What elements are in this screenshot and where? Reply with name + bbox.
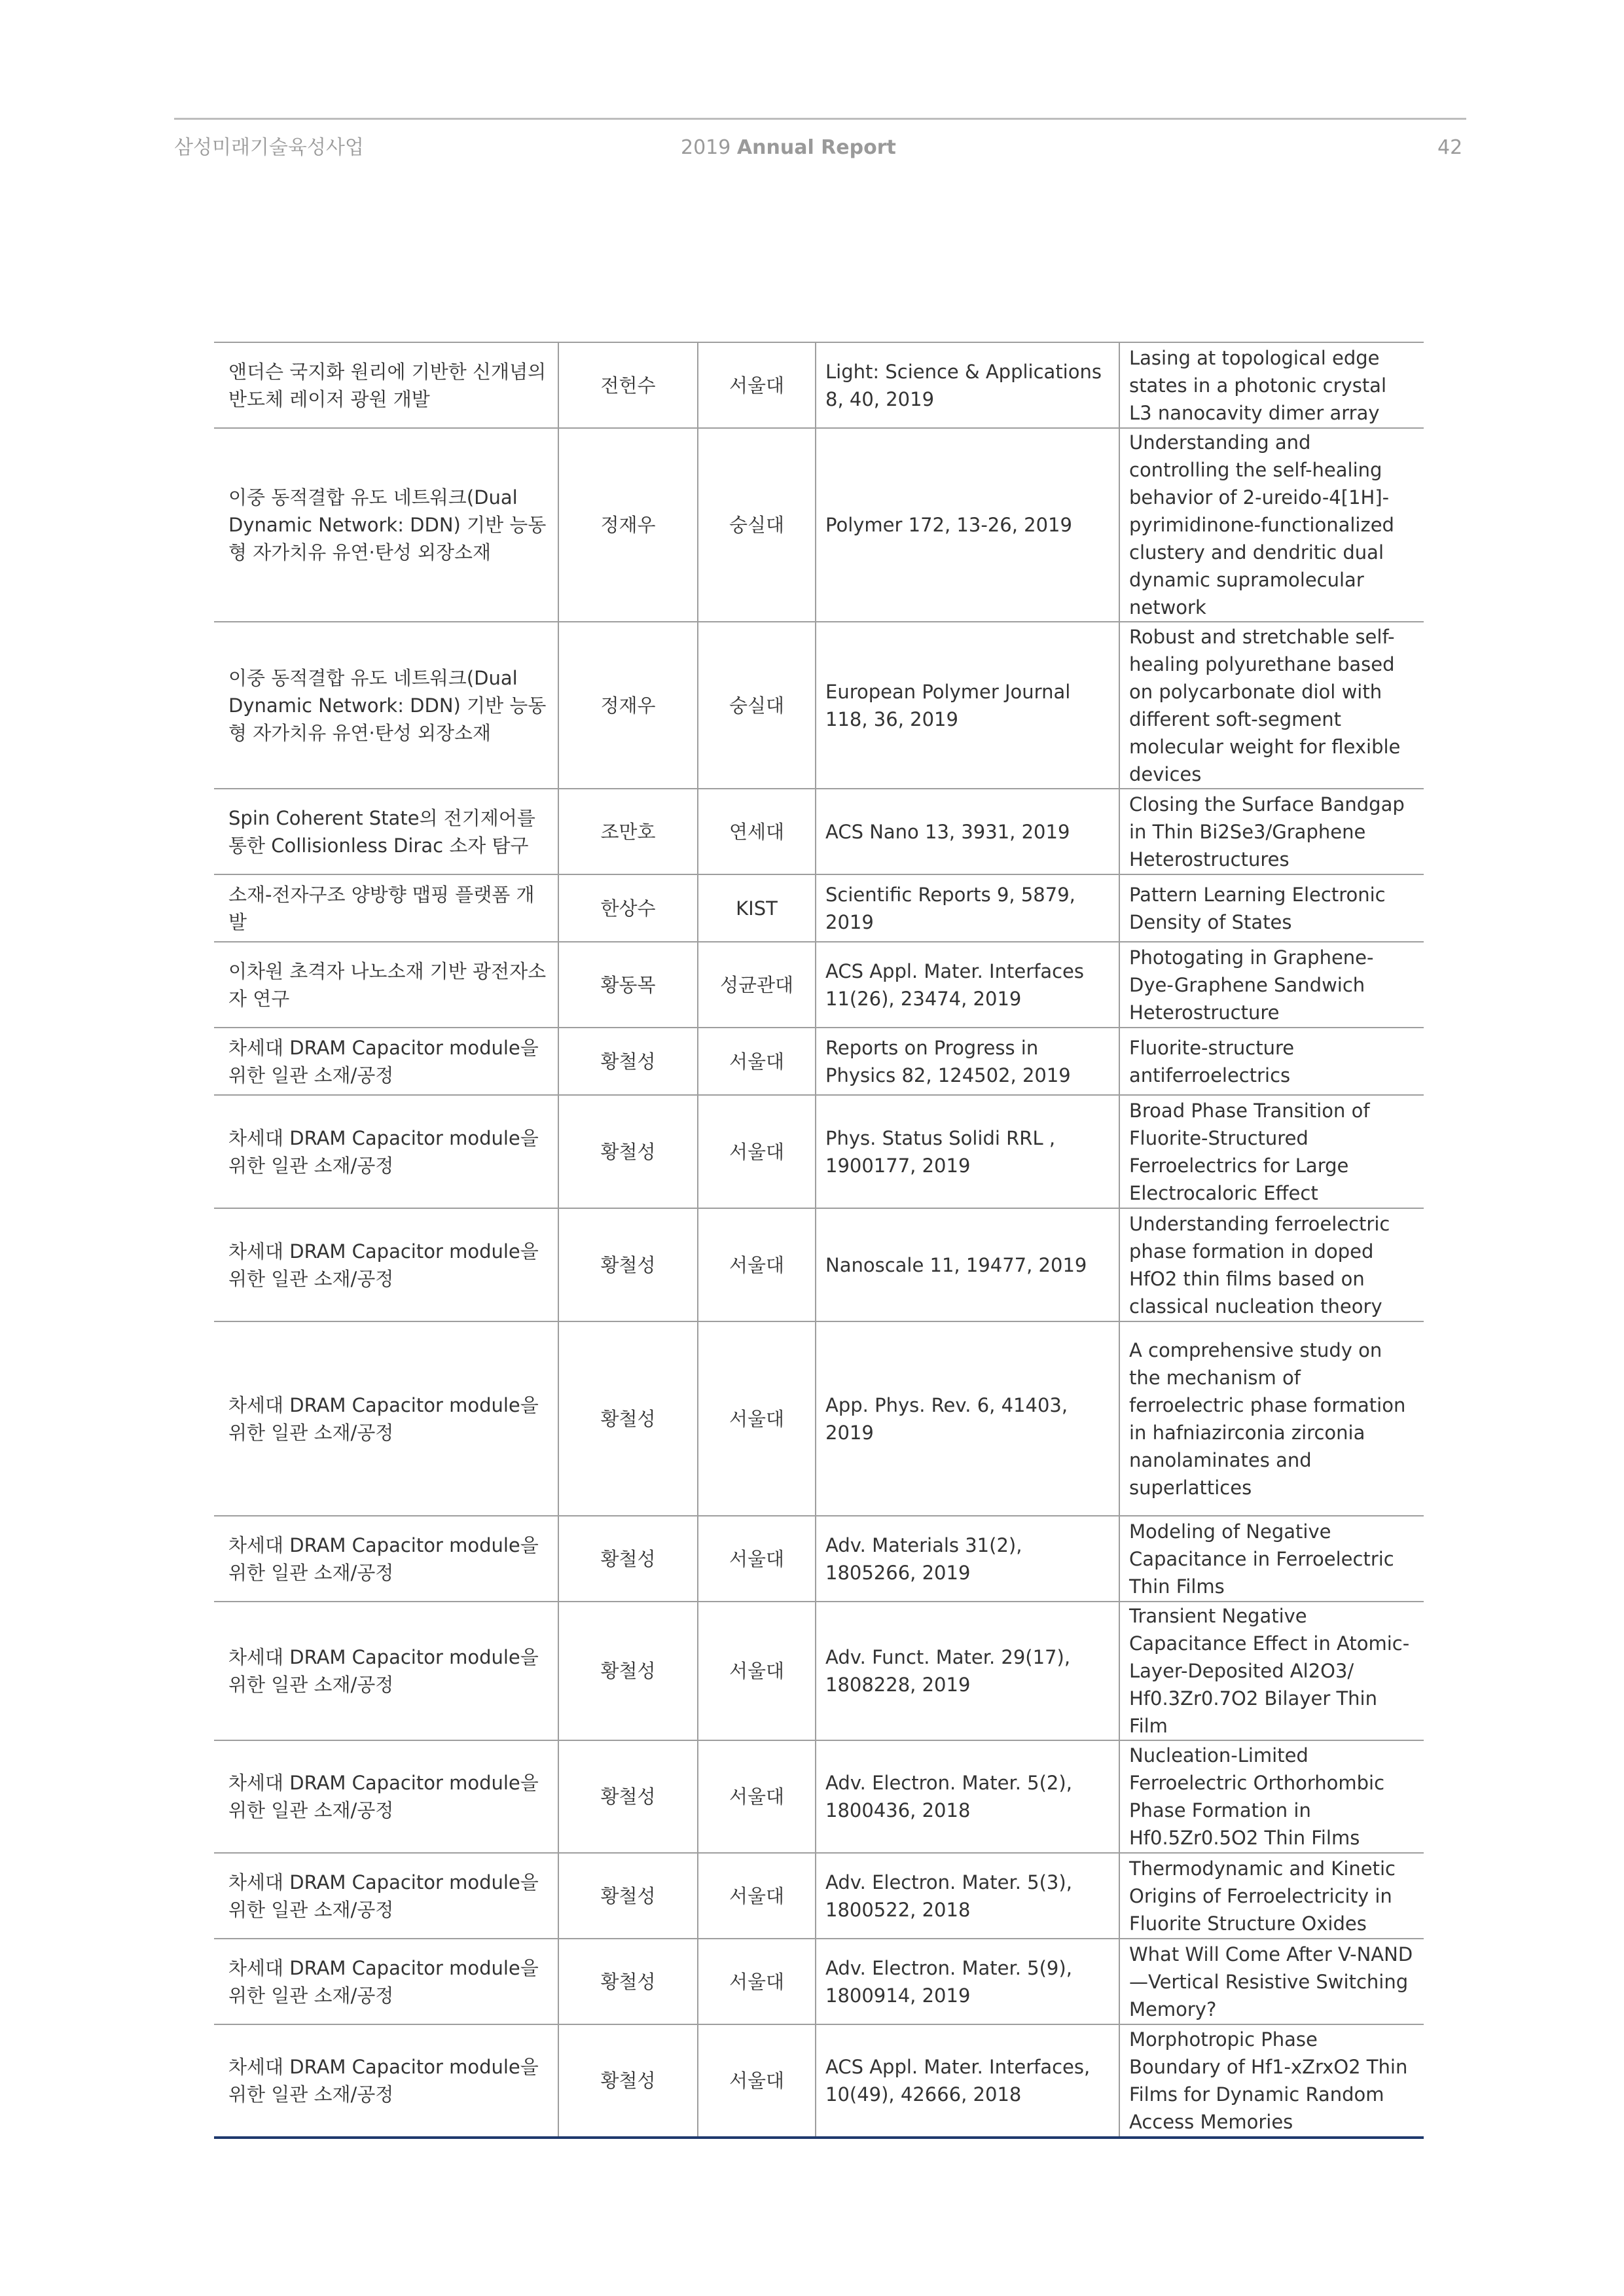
table-row [214, 1208, 1424, 1321]
paper-title-cell: Fluorite-structure antiferroelectrics [1119, 1028, 1424, 1095]
report-title [681, 135, 896, 161]
project-cell: 차세대 DRAM Capacitor module을 위한 일관 소재/공정 [214, 1939, 558, 2024]
university-cell: 서울대 [698, 1208, 816, 1321]
paper-title-cell: Nucleation-Limited Ferroelectric Orthorhombic Phase Formation in Hf0.5Zr0.5O2 Thin Films [1119, 1740, 1424, 1853]
researcher-cell: 황철성 [558, 1208, 698, 1321]
university-cell: 서울대 [698, 1740, 816, 1853]
project-cell: 차세대 DRAM Capacitor module을 위한 일관 소재/공정 [214, 1321, 558, 1516]
report-name: Annual Report [736, 136, 896, 159]
table-row [214, 1516, 1424, 1602]
table-row [214, 1028, 1424, 1095]
researcher-cell: 전헌수 [558, 342, 698, 428]
researcher-cell: 황철성 [558, 1853, 698, 1939]
researcher-cell: 황철성 [558, 1516, 698, 1602]
university-cell: 서울대 [698, 342, 816, 428]
project-cell: 소재-전자구조 양방향 맵핑 플랫폼 개발 [214, 874, 558, 942]
table-row [214, 874, 1424, 942]
university-cell: 서울대 [698, 1321, 816, 1516]
project-cell: 차세대 DRAM Capacitor module을 위한 일관 소재/공정 [214, 1853, 558, 1939]
journal-cell: Adv. Electron. Mater. 5(2), 1800436, 2018 [816, 1740, 1119, 1853]
journal-cell: European Polymer Journal 118, 36, 2019 [816, 622, 1119, 789]
project-cell: 앤더슨 국지화 원리에 기반한 신개념의 반도체 레이저 광원 개발 [214, 342, 558, 428]
paper-title-cell: Thermodynamic and Kinetic Origins of Ferroelectricity in Fluorite Structure Oxides [1119, 1853, 1424, 1939]
journal-cell: ACS Appl. Mater. Interfaces 11(26), 23474, 2019 [816, 942, 1119, 1028]
paper-title-cell: Photogating in Graphene-Dye-Graphene Sandwich Heterostructure [1119, 942, 1424, 1028]
header-rule [174, 118, 1466, 120]
researcher-cell: 황철성 [558, 1028, 698, 1095]
university-cell: 성균관대 [698, 942, 816, 1028]
project-cell: 차세대 DRAM Capacitor module을 위한 일관 소재/공정 [214, 1516, 558, 1602]
paper-title-cell: Broad Phase Transition of Fluorite-Structured Ferroelectrics for Large Electrocaloric Effect [1119, 1095, 1424, 1208]
publications-table [214, 342, 1424, 2139]
paper-title-cell: Lasing at topological edge states in a photonic crystal L3 nanocavity dimer array [1119, 342, 1424, 428]
journal-cell: Light: Science & Applications 8, 40, 2019 [816, 342, 1119, 428]
researcher-cell: 한상수 [558, 874, 698, 942]
university-cell: 서울대 [698, 1516, 816, 1602]
page-number: 42 [1437, 136, 1463, 159]
journal-cell: Adv. Electron. Mater. 5(9), 1800914, 2019 [816, 1939, 1119, 2024]
paper-title-cell: Pattern Learning Electronic Density of States [1119, 874, 1424, 942]
researcher-cell: 정재우 [558, 622, 698, 789]
university-cell: 숭실대 [698, 622, 816, 789]
project-cell: 이차원 초격자 나노소재 기반 광전자소자 연구 [214, 942, 558, 1028]
project-cell: 이중 동적결합 유도 네트워크(Dual Dynamic Network: DDN) 기반 능동형 자가치유 유연·탄성 외장소재 [214, 428, 558, 622]
university-cell: 서울대 [698, 1095, 816, 1208]
university-cell: 서울대 [698, 2024, 816, 2138]
journal-cell: Adv. Electron. Mater. 5(3), 1800522, 2018 [816, 1853, 1119, 1939]
table-row [214, 1095, 1424, 1208]
paper-title-cell: Transient Negative Capacitance Effect in Atomic-Layer-Deposited Al2O3/ Hf0.3Zr0.7O2 Bilayer Thin Film [1119, 1602, 1424, 1740]
journal-cell: ACS Appl. Mater. Interfaces, 10(49), 42666, 2018 [816, 2024, 1119, 2138]
project-cell: Spin Coherent State의 전기제어를 통한 Collisionless Dirac 소자 탐구 [214, 789, 558, 874]
table-row [214, 622, 1424, 789]
table-row [214, 1602, 1424, 1740]
journal-cell: Adv. Funct. Mater. 29(17), 1808228, 2019 [816, 1602, 1119, 1740]
researcher-cell: 조만호 [558, 789, 698, 874]
researcher-cell: 황철성 [558, 1095, 698, 1208]
project-cell: 차세대 DRAM Capacitor module을 위한 일관 소재/공정 [214, 1740, 558, 1853]
university-cell: 서울대 [698, 1939, 816, 2024]
paper-title-cell: Closing the Surface Bandgap in Thin Bi2Se3/Graphene Heterostructures [1119, 789, 1424, 874]
project-cell: 이중 동적결합 유도 네트워크(Dual Dynamic Network: DDN) 기반 능동형 자가치유 유연·탄성 외장소재 [214, 622, 558, 789]
program-name: 삼성미래기술육성사업 [174, 136, 364, 159]
university-cell: 서울대 [698, 1853, 816, 1939]
publications-table-body [214, 342, 1424, 2138]
table-row [214, 942, 1424, 1028]
journal-cell: Phys. Status Solidi RRL , 1900177, 2019 [816, 1095, 1119, 1208]
university-cell: 서울대 [698, 1602, 816, 1740]
table-row [214, 2024, 1424, 2138]
researcher-cell: 황철성 [558, 1321, 698, 1516]
project-cell: 차세대 DRAM Capacitor module을 위한 일관 소재/공정 [214, 1028, 558, 1095]
journal-cell: App. Phys. Rev. 6, 41403, 2019 [816, 1321, 1119, 1516]
paper-title-cell: Understanding ferroelectric phase formation in doped HfO2 thin films based on classical nucleation theory [1119, 1208, 1424, 1321]
project-cell: 차세대 DRAM Capacitor module을 위한 일관 소재/공정 [214, 1602, 558, 1740]
paper-title-cell: Robust and stretchable self-healing polyurethane based on polycarbonate diol with different soft-segment molecular weight for flexible devices [1119, 622, 1424, 789]
journal-cell: Polymer 172, 13-26, 2019 [816, 428, 1119, 622]
table-row [214, 1939, 1424, 2024]
paper-title-cell: Understanding and controlling the self-healing behavior of 2-ureido-4[1H]-pyrimidinone-functionalized clustery and dendritic dual dynamic supramolecular network [1119, 428, 1424, 622]
university-cell: 서울대 [698, 1028, 816, 1095]
researcher-cell: 정재우 [558, 428, 698, 622]
university-cell: KIST [698, 874, 816, 942]
table-row [214, 1740, 1424, 1853]
university-cell: 숭실대 [698, 428, 816, 622]
researcher-cell: 황철성 [558, 1939, 698, 2024]
paper-title-cell: What Will Come After V-NAND—Vertical Resistive Switching Memory? [1119, 1939, 1424, 2024]
university-cell: 연세대 [698, 789, 816, 874]
journal-cell: Scientific Reports 9, 5879, 2019 [816, 874, 1119, 942]
paper-title-cell: Modeling of Negative Capacitance in Ferroelectric Thin Films [1119, 1516, 1424, 1602]
table-row [214, 428, 1424, 622]
researcher-cell: 황동목 [558, 942, 698, 1028]
project-cell: 차세대 DRAM Capacitor module을 위한 일관 소재/공정 [214, 1095, 558, 1208]
table-row [214, 342, 1424, 428]
journal-cell: Reports on Progress in Physics 82, 124502, 2019 [816, 1028, 1119, 1095]
table-row [214, 1321, 1424, 1516]
paper-title-cell: A comprehensive study on the mechanism of ferroelectric phase formation in hafniazirconia zirconia nanolaminates and superlattices [1119, 1321, 1424, 1516]
paper-title-cell: Morphotropic Phase Boundary of Hf1-xZrxO2 Thin Films for Dynamic Random Access Memories [1119, 2024, 1424, 2138]
researcher-cell: 황철성 [558, 1740, 698, 1853]
project-cell: 차세대 DRAM Capacitor module을 위한 일관 소재/공정 [214, 1208, 558, 1321]
journal-cell: Nanoscale 11, 19477, 2019 [816, 1208, 1119, 1321]
table-row [214, 1853, 1424, 1939]
researcher-cell: 황철성 [558, 2024, 698, 2138]
journal-cell: ACS Nano 13, 3931, 2019 [816, 789, 1119, 874]
journal-cell: Adv. Materials 31(2), 1805266, 2019 [816, 1516, 1119, 1602]
table-row [214, 789, 1424, 874]
report-year: 2019 [681, 136, 731, 159]
project-cell: 차세대 DRAM Capacitor module을 위한 일관 소재/공정 [214, 2024, 558, 2138]
researcher-cell: 황철성 [558, 1602, 698, 1740]
